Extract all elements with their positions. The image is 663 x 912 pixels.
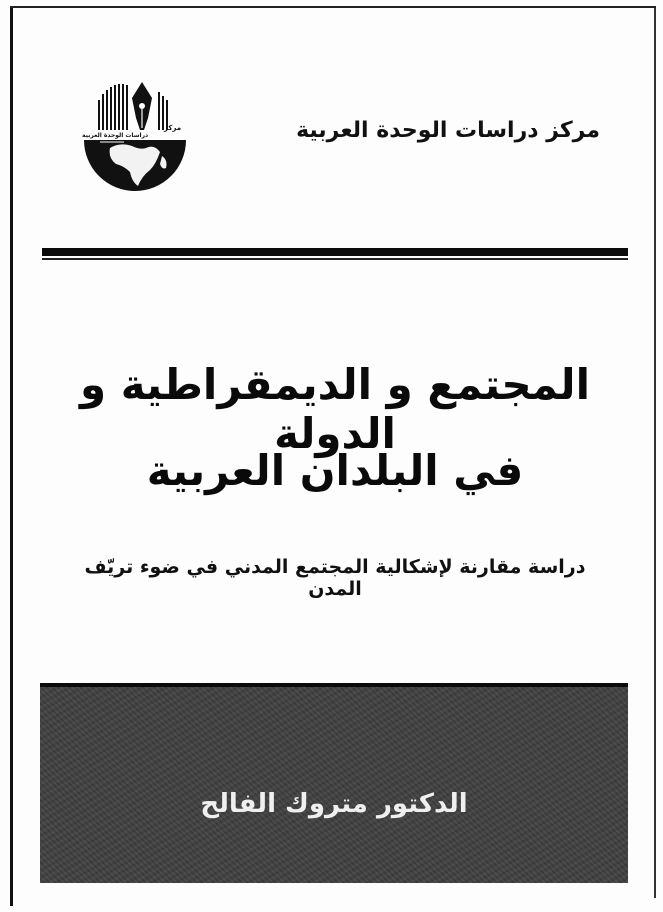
publisher-logo (80, 78, 190, 198)
logo-caption-bottom: دراسات الوحدة العربية (82, 132, 149, 139)
left-border (10, 6, 13, 906)
book-title-line-1: المجتمع و الديمقراطية و الدولة (80, 360, 590, 458)
publisher-name: مركز دراسات الوحدة العربية (296, 118, 600, 143)
top-border (10, 6, 656, 8)
author-name: الدكتور متروك الفالح (200, 789, 468, 819)
divider-thin (42, 258, 628, 260)
book-subtitle: دراسة مقارنة لإشكالية المجتمع المدني في ضوء تريّف المدن (84, 556, 586, 600)
right-border (654, 8, 656, 898)
book-title-line-2: في البلدان العربية (146, 446, 524, 495)
logo-caption-top: مركز (164, 124, 182, 132)
divider-thick (42, 248, 628, 256)
author-panel (40, 683, 628, 883)
